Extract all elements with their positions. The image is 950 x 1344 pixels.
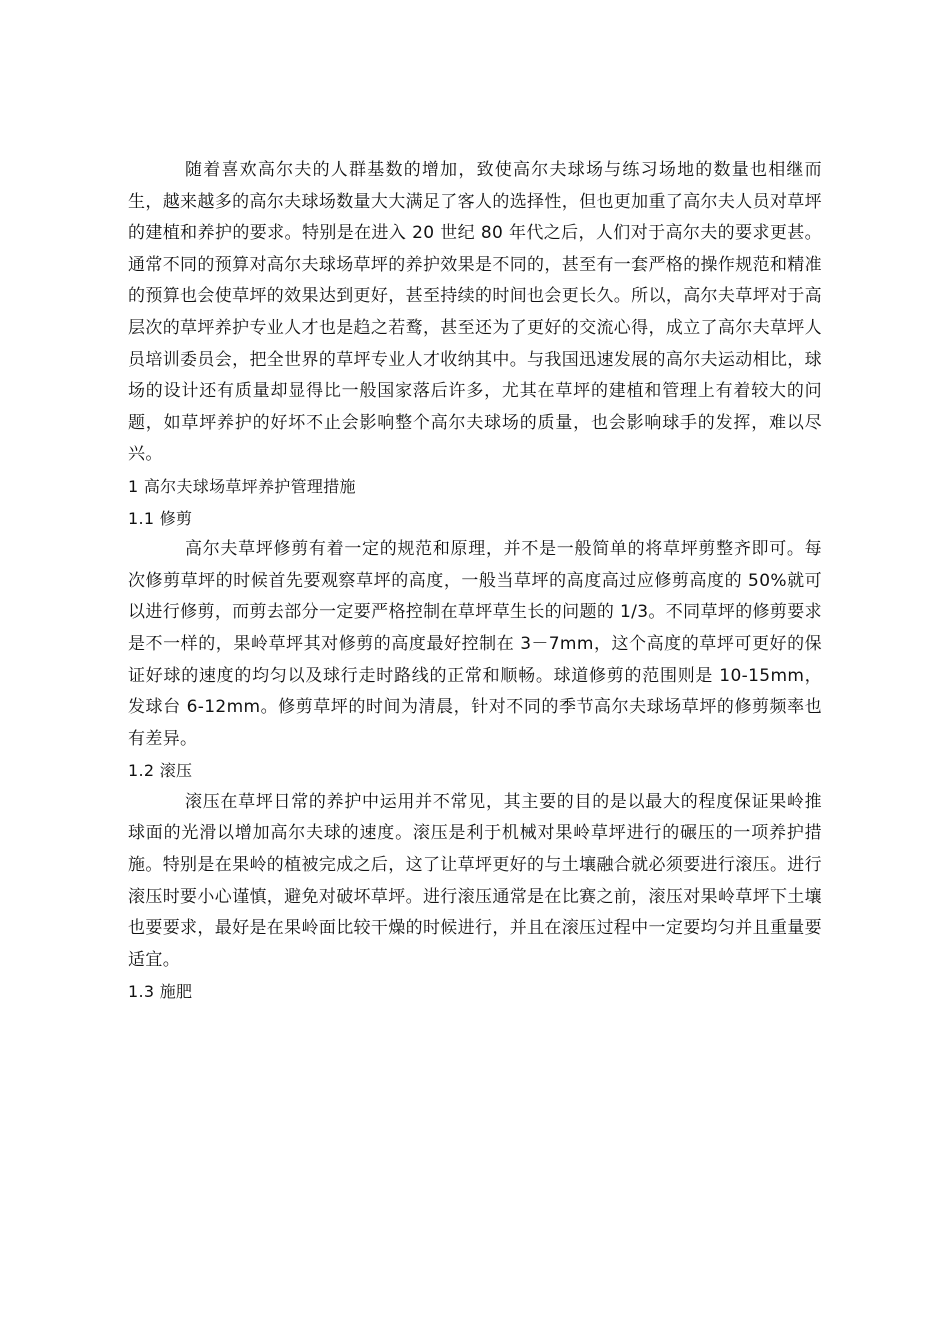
section-1-1-heading: 1.1 修剪 bbox=[128, 508, 193, 528]
section-1-3-heading: 1.3 施肥 bbox=[128, 982, 193, 1002]
section-1-heading: 1 高尔夫球场草坪养护管理措施 bbox=[128, 476, 356, 496]
section-1-1-paragraph: 高尔夫草坪修剪有着一定的规范和原理，并不是一般简单的将草坪剪整齐即可。每次修剪草坪的时候首先要观察草坪的高度，一般当草坪的高度高过应修剪高度的 50%就可以进行修剪，而剪去部分一定要严格控制在草坪草生长的问题的 1/3。不同草坪的修剪要求是不一样的，果岭草坪其对修剪的高度最好控制在 3－7mm，这个高度的草坪可更好的保证好球的速度的均匀以及球行走时路线的正常和顺畅。球道修剪的范围则是 10-15mm，发球台 6-12mm。修剪草坪的时间为清晨，针对不同的季节高尔夫球场草坪的修剪频率也有差异。 bbox=[128, 539, 822, 749]
section-1-2-heading: 1.2 滚压 bbox=[128, 761, 193, 781]
section-1-2-paragraph: 滚压在草坪日常的养护中运用并不常见，其主要的目的是以最大的程度保证果岭推球面的光滑以增加高尔夫球的速度。滚压是利于机械对果岭草坪进行的碾压的一项养护措施。特别是在果岭的植被完成之后，这了让草坪更好的与土壤融合就必须要进行滚压。进行滚压时要小心谨慎，避免对破坏草坪。进行滚压通常是在比赛之前，滚压对果岭草坪下土壤也要要求，最好是在果岭面比较干燥的时候进行，并且在滚压过程中一定要均匀并且重量要适宜。 bbox=[128, 791, 822, 970]
document-body bbox=[128, 155, 822, 1008]
intro-paragraph: 随着喜欢高尔夫的人群基数的增加，致使高尔夫球场与练习场地的数量也相继而生，越来越多的高尔夫球场数量大大满足了客人的选择性，但也更加重了高尔夫人员对草坪的建植和养护的要求。特别是在进入 20 世纪 80 年代之后，人们对于高尔夫的要求更甚。通常不同的预算对高尔夫球场草坪的养护效果是不同的，甚至有一套严格的操作规范和精准的预算也会使草坪的效果达到更好，甚至持续的时间也会更长久。所以，高尔夫草坪对于高层次的草坪养护专业人才也是趋之若鹜，甚至还为了更好的交流心得，成立了高尔夫草坪人员培训委员会，把全世界的草坪专业人才收纳其中。与我国迅速发展的高尔夫运动相比，球场的设计还有质量却显得比一般国家落后许多，尤其在草坪的建植和管理上有着较大的问题，如草坪养护的好坏不止会影响整个高尔夫球场的质量，也会影响球手的发挥，难以尽兴。 bbox=[128, 160, 822, 465]
